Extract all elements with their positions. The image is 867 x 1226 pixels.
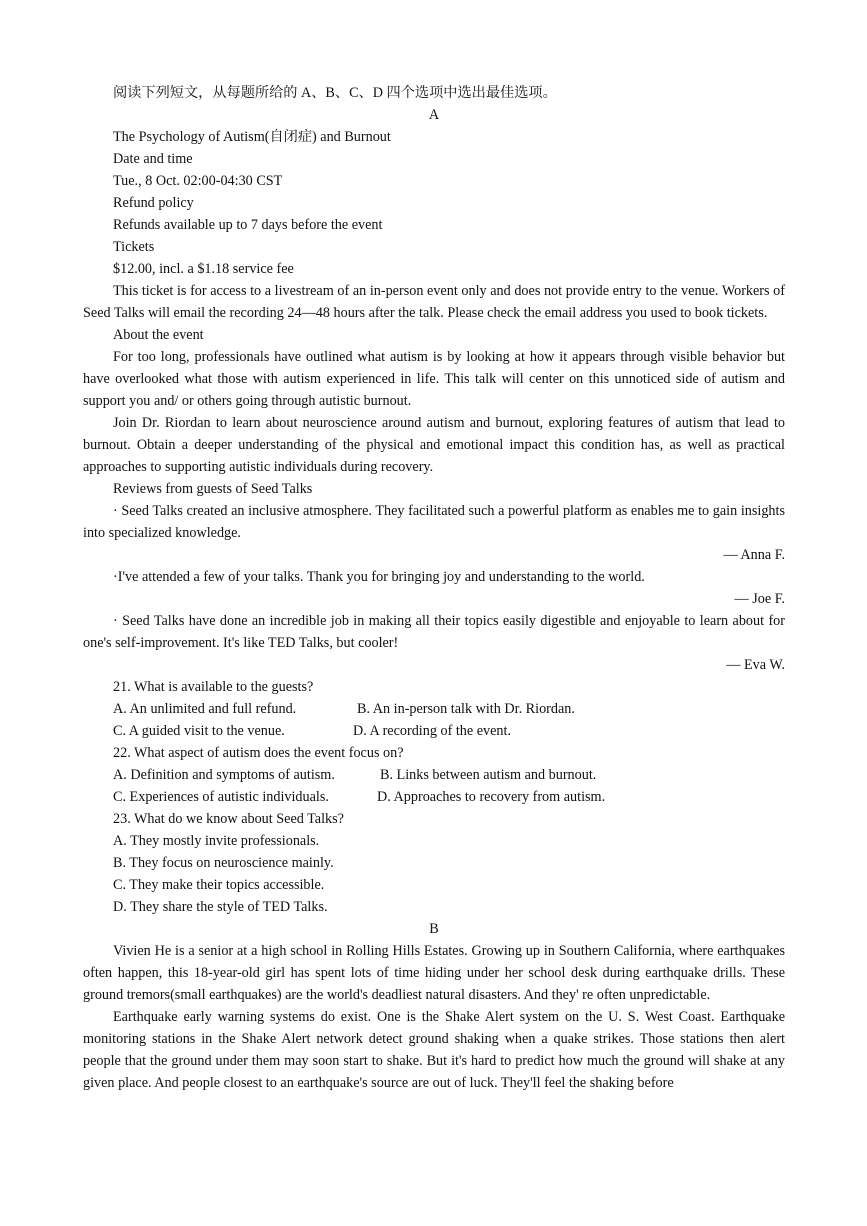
option-23-b: B. They focus on neuroscience mainly. xyxy=(113,855,334,871)
question-22-options-row-1 xyxy=(83,764,785,786)
option-21-b: B. An in-person talk with Dr. Riordan. xyxy=(357,701,575,717)
review-author: — Anna F. xyxy=(723,547,785,563)
review-text: · Seed Talks created an inclusive atmosphere. They facilitated such a powerful platform as enables me to gain insights into specialized knowledge. xyxy=(83,503,785,541)
option-23-a: A. They mostly invite professionals. xyxy=(113,833,320,849)
review-author: — Eva W. xyxy=(726,657,785,673)
instruction: 阅读下列短文，从每题所给的 A、B、C、D 四个选项中选出最佳选项。 xyxy=(113,85,557,101)
question-22-stem: 22. What aspect of autism does the event focus on? xyxy=(113,745,404,761)
refund-value: Refunds available up to 7 days before the event xyxy=(113,217,383,233)
passage-b-paragraph-2: Earthquake early warning systems do exist. One is the Shake Alert system on the U. S. West Coast. Earthquake monitoring stations in the Shake Alert network detect ground shaking when a quake strikes. Those stations then alert people that the ground under them may soon start to shake. But it's hard to predict how much the ground will shake at any given place. And people closest to an earthquake's source are out of luck. They'll feel the shaking before xyxy=(83,1009,785,1091)
ticket-note: This ticket is for access to a livestream of an in-person event only and does not provide entry to the venue. Workers of Seed Talks will email the recording 24—48 hours after the talk. Please check the email address you used to book tickets. xyxy=(83,283,785,321)
question-21-options-row-1 xyxy=(83,698,785,720)
option-22-a: A. Definition and symptoms of autism. xyxy=(113,767,335,783)
tickets-value: $12.00, incl. a $1.18 service fee xyxy=(113,261,294,277)
option-23-c: C. They make their topics accessible. xyxy=(113,877,325,893)
question-21-stem: 21. What is available to the guests? xyxy=(113,679,314,695)
review-text: ·I've attended a few of your talks. Thank you for bringing joy and understanding to the world. xyxy=(113,569,645,585)
option-21-c: C. A guided visit to the venue. xyxy=(113,723,285,739)
option-22-c: C. Experiences of autistic individuals. xyxy=(113,789,329,805)
passage-b-label: B xyxy=(429,921,439,937)
event-title: The Psychology of Autism(自闭症) and Burnout xyxy=(113,129,391,145)
option-21-d: D. A recording of the event. xyxy=(353,723,511,739)
review-text: · Seed Talks have done an incredible job in making all their topics easily digestible and enjoyable to learn about for one's self-improvement. It's like TED Talks, but cooler! xyxy=(83,613,785,651)
tickets-heading: Tickets xyxy=(113,239,155,255)
exam-page xyxy=(83,82,785,1094)
passage-b-paragraph-1: Vivien He is a senior at a high school in Rolling Hills Estates. Growing up in Southern California, where earthquakes often happen, this 18-year-old girl has spent lots of time hiding under her school desk during earthquake drills. These ground tremors(small earthquakes) are the world's deadliest natural disasters. And they' re often unpredictable. xyxy=(83,943,785,1003)
refund-heading: Refund policy xyxy=(113,195,194,211)
question-21-options-row-2 xyxy=(83,720,785,742)
option-23-d: D. They share the style of TED Talks. xyxy=(113,899,328,915)
question-22-options-row-2 xyxy=(83,786,785,808)
review-author: — Joe F. xyxy=(734,591,785,607)
about-heading: About the event xyxy=(113,327,204,343)
date-value: Tue., 8 Oct. 02:00-04:30 CST xyxy=(113,173,283,189)
about-paragraph-2: Join Dr. Riordan to learn about neuroscience around autism and burnout, exploring features of autism that lead to burnout. Obtain a deeper understanding of the physical and emotional impact this condition has, as well as practical approaches to supporting autistic individuals during recovery. xyxy=(83,415,785,475)
option-22-d: D. Approaches to recovery from autism. xyxy=(377,789,606,805)
question-23-stem: 23. What do we know about Seed Talks? xyxy=(113,811,344,827)
about-paragraph-1: For too long, professionals have outlined what autism is by looking at how it appears through visible behavior but have overlooked what those with autism experienced in life. This talk will center on this unnoticed side of autism and support you and/ or others going through autistic burnout. xyxy=(83,349,785,409)
passage-a-label: A xyxy=(428,107,440,123)
option-21-a: A. An unlimited and full refund. xyxy=(113,701,297,717)
reviews-heading: Reviews from guests of Seed Talks xyxy=(113,481,313,497)
option-22-b: B. Links between autism and burnout. xyxy=(380,767,597,783)
date-heading: Date and time xyxy=(113,151,193,167)
